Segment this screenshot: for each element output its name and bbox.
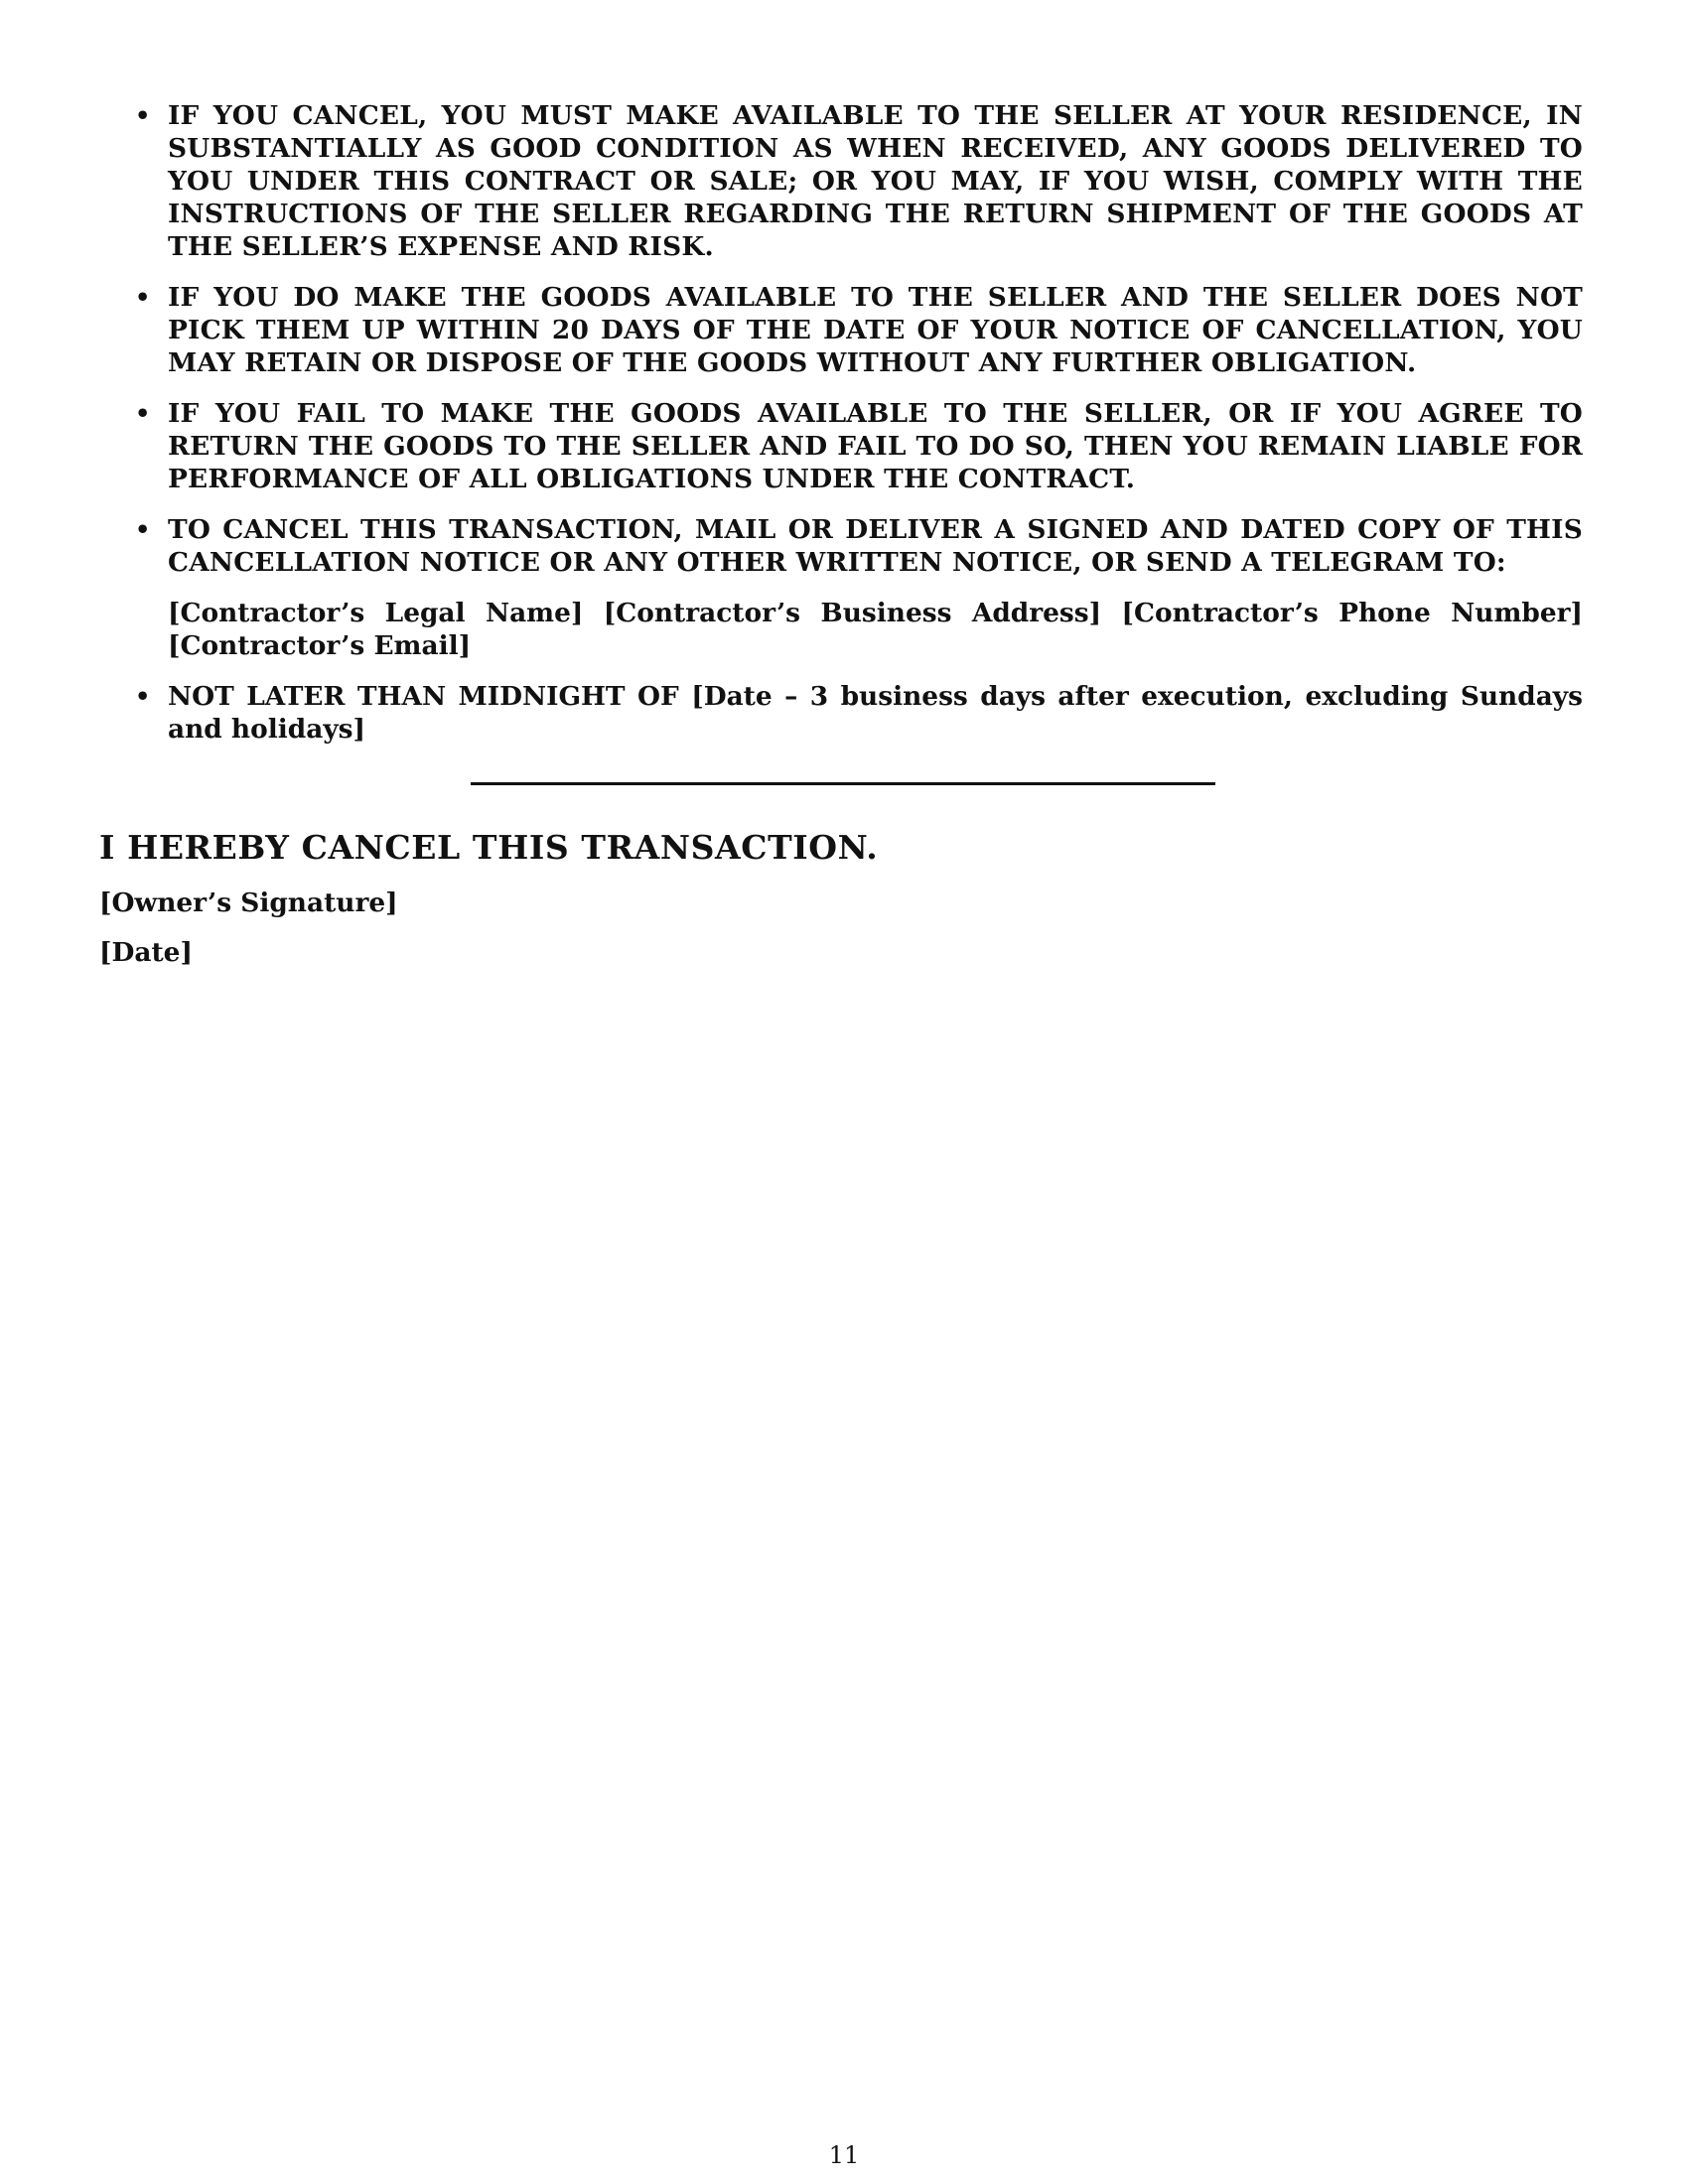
owner-signature-field: [Owner’s Signature]: [99, 887, 398, 918]
cancellation-notice-body: [99, 99, 1583, 763]
bullet-icon: •: [135, 399, 151, 428]
list-item: [99, 99, 1583, 263]
list-item: [99, 397, 1583, 495]
list-item: [99, 513, 1583, 579]
list-item: [99, 680, 1583, 746]
contractor-contact-info: [Contractor’s Legal Name] [Contractor’s Business Address] [Contractor’s Phone Number] [Contractor’s Email]: [168, 598, 1583, 661]
notice-text: TO CANCEL THIS TRANSACTION, MAIL OR DELIVER A SIGNED AND DATED COPY OF THIS CANCELLATION NOTICE OR ANY OTHER WRITTEN NOTICE, OR SEND A TELEGRAM TO:: [168, 514, 1583, 578]
deadline-bullet-list: [99, 680, 1583, 746]
section-divider: [471, 782, 1215, 785]
bullet-icon: •: [135, 101, 151, 130]
cancellation-heading: I HEREBY CANCEL THIS TRANSACTION.: [99, 828, 879, 867]
date-field: [Date]: [99, 937, 193, 968]
page-number: 11: [828, 2141, 860, 2169]
deadline-text: NOT LATER THAN MIDNIGHT OF [Date – 3 business days after execution, excluding Sundays and holidays]: [168, 681, 1583, 745]
bullet-icon: •: [135, 682, 151, 711]
bullet-icon: •: [135, 515, 151, 544]
notice-text: IF YOU CANCEL, YOU MUST MAKE AVAILABLE TO THE SELLER AT YOUR RESIDENCE, IN SUBSTANTIALLY AS GOOD CONDITION AS WHEN RECEIVED, ANY GOODS DELIVERED TO YOU UNDER THIS CONTRACT OR SALE; OR YOU MAY, IF YOU WISH, COMPLY WITH THE INSTRUCTIONS OF THE SELLER REGARDING THE RETURN SHIPMENT OF THE GOODS AT THE SELLER’S EXPENSE AND RISK.: [168, 100, 1583, 262]
list-item: [99, 281, 1583, 379]
bullet-icon: •: [135, 283, 151, 312]
notice-text: IF YOU FAIL TO MAKE THE GOODS AVAILABLE TO THE SELLER, OR IF YOU AGREE TO RETURN THE GOODS TO THE SELLER AND FAIL TO DO SO, THEN YOU REMAIN LIABLE FOR PERFORMANCE OF ALL OBLIGATIONS UNDER THE CONTRACT.: [168, 398, 1583, 494]
notice-text: IF YOU DO MAKE THE GOODS AVAILABLE TO THE SELLER AND THE SELLER DOES NOT PICK THEM UP WITHIN 20 DAYS OF THE DATE OF YOUR NOTICE OF CANCELLATION, YOU MAY RETAIN OR DISPOSE OF THE GOODS WITHOUT ANY FURTHER OBLIGATION.: [168, 282, 1583, 378]
notice-bullet-list: [99, 99, 1583, 579]
